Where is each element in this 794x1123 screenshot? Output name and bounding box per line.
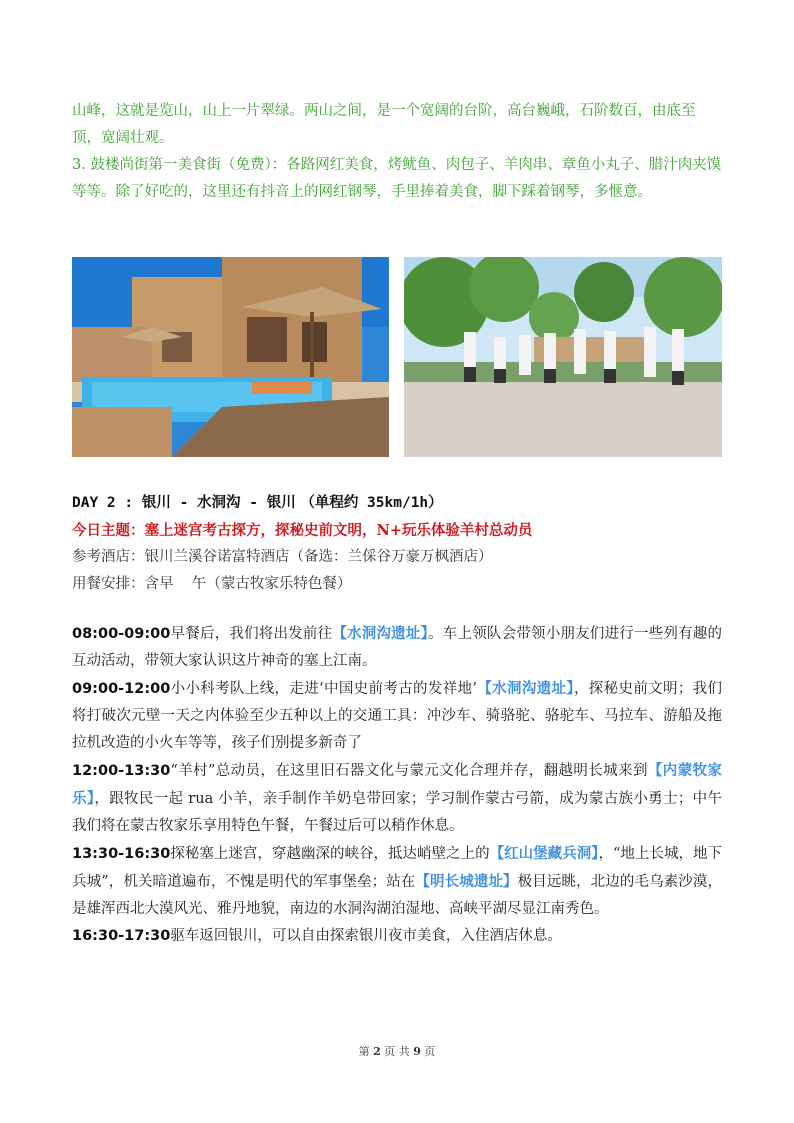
schedule-time: 09:00-12:00 xyxy=(72,681,171,697)
schedule-highlight: 【红山堡藏兵洞】 xyxy=(489,845,599,862)
schedule xyxy=(72,620,722,950)
day-title-line xyxy=(72,490,722,517)
schedule-text: ，跟牧民一起 rua 小羊，亲手制作羊奶皂带回家；学习制作蒙古弓箭，成为蒙古族小勇士；中午我们将在蒙古牧家乐享用特色午餐，午餐过后可以稍作休息。 xyxy=(72,791,722,834)
schedule-highlight: 【水洞沟遗址】 xyxy=(477,680,574,697)
schedule-text: 驱车返回银川，可以自由探索银川夜市美食，入住酒店休息。 xyxy=(170,928,562,944)
schedule-item xyxy=(72,840,722,923)
pool-villa-photo xyxy=(72,257,389,457)
schedule-highlight: 【内蒙牧家乐】 xyxy=(72,762,722,807)
schedule-text: “羊村”总动员，在这里旧石器文化与蒙元文化合理并存，翻越明长城来到 xyxy=(170,763,648,779)
photo-row xyxy=(72,257,722,457)
schedule-highlight: 【水洞沟遗址】 xyxy=(332,625,429,642)
schedule-highlight: 【明长城遗址】 xyxy=(415,873,518,890)
schedule-text: 小小科考队上线，走进‘中国史前考古的发祥地’ xyxy=(170,681,477,697)
schedule-time: 13:30-16:30 xyxy=(72,846,171,862)
day-title: DAY 2 : 银川 - 水洞沟 - 银川 xyxy=(72,495,296,511)
page-footer xyxy=(0,1043,794,1059)
schedule-text: 。车上领队会带领小朋友们进行一些列有趣的互动活动，带领大家认识这片神奇的塞上江南。 xyxy=(72,626,723,669)
schedule-text: ，“地上长城，地下兵城”，机关暗道遍布，不愧是明代的军事堡垒；站在 xyxy=(72,846,722,890)
schedule-time: 08:00-09:00 xyxy=(72,626,171,642)
day-meals: 用餐安排：含早 午（蒙古牧家乐特色餐） xyxy=(72,576,352,592)
footer-text: 页 共 xyxy=(380,1045,414,1058)
intro-text xyxy=(72,98,722,206)
schedule-text: 早餐后，我们将出发前往 xyxy=(170,626,333,642)
schedule-item xyxy=(72,923,722,950)
intro-paragraph-2: 3. 鼓楼尚街第一美食街（免费）：各路网红美食，烤鱿鱼、肉包子、羊肉串、章鱼小丸子、腊汁肉夹馍等等。除了好吃的，这里还有抖音上的网红钢琴，手里捧着美食，脚下踩着钢琴，多惬意。 xyxy=(72,157,722,200)
schedule-item xyxy=(72,757,722,840)
schedule-text: 探秘塞上迷宫，穿越幽深的峡谷，抵达峭壁之上的 xyxy=(170,846,490,862)
day-hotel: 参考酒店：银川兰溪谷诺富特酒店（备选：兰倸谷万豪万枫酒店） xyxy=(72,549,493,565)
page-number: 2 xyxy=(373,1045,381,1058)
schedule-text: ，探秘史前文明；我们将打破次元壁一天之内体验至少五种以上的交通工具：冲沙车、骑骆驼、骆驼车、马拉车、游船及拖拉机改造的小火车等等，孩子们别提多新奇了 xyxy=(72,681,723,751)
day-distance: （单程约 35km/1h） xyxy=(300,495,443,511)
schedule-item xyxy=(72,675,722,757)
schedule-time: 12:00-13:30 xyxy=(72,763,171,779)
day-header xyxy=(72,490,722,598)
page-total: 9 xyxy=(413,1045,421,1058)
schedule-item xyxy=(72,620,722,675)
children-walking-photo xyxy=(404,257,722,457)
intro-paragraph-1: 山峰，这就是览山，山上一片翠绿。两山之间，是一个宽阔的台阶，高台巍峨，石阶数百，由底至顶，宽阔壮观。 xyxy=(72,103,696,146)
schedule-text: 极目远眺，北边的毛乌素沙漠，是雄浑西北大漠风光、雅丹地貌，南边的水洞沟湖泊湿地、高峡平湖尽显江南秀色。 xyxy=(72,874,723,917)
footer-text: 第 xyxy=(358,1045,374,1058)
schedule-time: 16:30-17:30 xyxy=(72,928,171,944)
footer-text: 页 xyxy=(420,1045,436,1058)
day-theme: 今日主题：塞上迷宫考古探方，探秘史前文明，N+玩乐体验羊村总动员 xyxy=(72,522,533,539)
